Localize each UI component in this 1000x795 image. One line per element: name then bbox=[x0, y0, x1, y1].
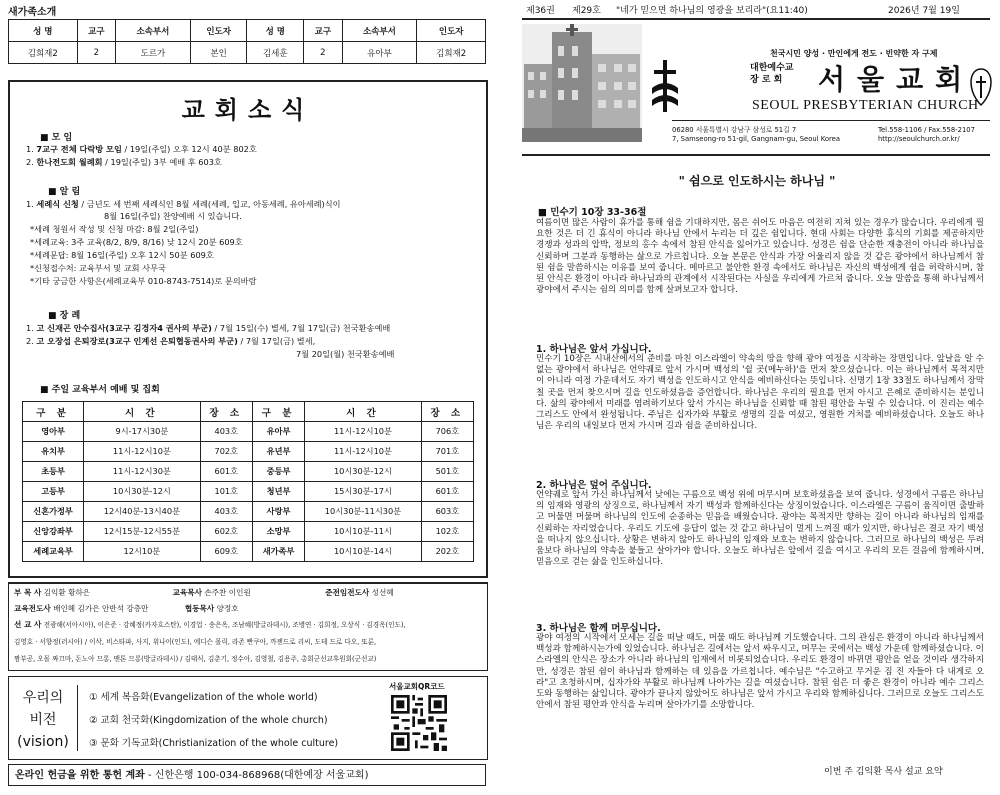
edu-cell: 10시10분-14시 bbox=[305, 542, 422, 562]
missionary-line: 김영호 · 서향정(러시아) / 이삭, 비스타파, 사지, 위나이(인도), 에디슨 몰릭, 라존 빤쿠아, 까젠드로 리씨, 도테 드로 다오, 또룬, bbox=[14, 638, 377, 646]
edu-dept-cell: 고등부 bbox=[23, 482, 84, 502]
sermon-scripture: ■ 민수기 10장 33-36절 bbox=[538, 207, 647, 218]
newcomer-header: 인도자 bbox=[417, 20, 486, 42]
baptism-notice: 1. 세례식 신청 / 금년도 세 번째 세례식인 8월 세례(세례, 입교, 아동세례, 유아세례)식이 bbox=[26, 199, 341, 209]
sermon-point: 1. 하나님은 앞서 가십니다. bbox=[536, 344, 652, 355]
missionary-line: 짬부공, 오몰 짜끄마, 돈노아 므롱, 맨톤 므롱(방글라데시) / 김태식, 김춘기, 정수아, 김영철, 김용주, 총회군선교후원회(군선교) bbox=[14, 655, 377, 663]
edu-dept-cell: 세례교육부 bbox=[23, 542, 84, 562]
missionary-line: 선 교 사 전광해(서아시아), 이은준 · 강혜정(카자흐스탄), 이경업 · 송은옥, 조남혜(방글라데시), 조병연 · 김희정, 오상식 · 김경옥(인도), bbox=[14, 620, 406, 629]
newcomer-row bbox=[9, 42, 486, 64]
denomination: 대한예수교 장 로 회 bbox=[750, 63, 794, 85]
church-header bbox=[522, 18, 990, 156]
baptism-detail: *세례문답: 8월 16일(주일) 오후 12시 50분 609호 bbox=[30, 250, 214, 260]
newcomer-title: 새가족소개 bbox=[8, 7, 57, 18]
newcomer-header: 성 명 bbox=[9, 20, 78, 42]
edu-dept-cell: 유아부 bbox=[252, 422, 304, 442]
edu-cell: 12시15분-12시55분 bbox=[84, 522, 201, 542]
church-website-link[interactable]: http://seoulchurch.or.kr/ bbox=[878, 135, 960, 143]
edu-dept-cell: 소망부 bbox=[252, 522, 304, 542]
edu-dept-cell: 초등부 bbox=[23, 462, 84, 482]
edu-header: 시 간 bbox=[84, 402, 201, 422]
newcomer-table bbox=[8, 19, 486, 64]
baptism-detail: *세례 청원서 작성 및 신청 마감: 8월 2일(주일) bbox=[30, 224, 199, 234]
edu-heading: ■ 주일 교육부서 예배 및 집회 bbox=[40, 385, 160, 395]
volume: 제36권 bbox=[526, 6, 555, 16]
sermon-point: 3. 하나님은 함께 머무십니다. bbox=[536, 623, 661, 634]
header-divider bbox=[672, 120, 990, 121]
sermon-sign-off: 이번 주 김익환 목사 설교 요약 bbox=[824, 767, 943, 777]
edu-header: 장 소 bbox=[421, 402, 473, 422]
staff-line: 부 목 사 김익환 황하은 교육목사 손주찬 이인원 준전임전도사 성선혜 bbox=[14, 588, 394, 597]
church-building-image bbox=[522, 24, 642, 142]
edu-dept-cell: 사랑부 bbox=[252, 502, 304, 522]
vision-divider bbox=[77, 685, 78, 751]
edu-row bbox=[23, 522, 474, 542]
edu-cell: 10시30분-11시30분 bbox=[305, 502, 422, 522]
edu-cell: 11시-12시30분 bbox=[84, 462, 201, 482]
left-column bbox=[0, 0, 496, 795]
edu-cell: 12시40분-13시40분 bbox=[84, 502, 201, 522]
edu-row bbox=[23, 542, 474, 562]
edu-row bbox=[23, 482, 474, 502]
funeral-item-cont: 7월 20일(월) 천국환송예배 bbox=[296, 349, 395, 359]
sermon-title: " 쉼으로 인도하시는 하나님 " bbox=[678, 174, 836, 188]
sermon-point: 2. 하나님은 덮어 주십니다. bbox=[536, 480, 652, 491]
edu-row bbox=[23, 462, 474, 482]
sermon-paragraph: 광야 여정의 시작에서 모세는 길을 떠날 때도, 머물 때도 하나님께 기도했습니다. 그의 관심은 환경이 아니라 하나님께서 백성과 함께하시는가에 있었습니다. 하나님은 길에서는 앞서 싸우시고, 머무는 곳에서는 백성 가운데 함께하셨습니다. 이스라엘의 안식은 장소가 아니라 하나님의 임재에서 비롯되었습니다. 우리도 환경이 바뀌면 평안을 얻을 것이라 생각하지만, 성경은 참된 쉼이 하나님과 함께하는 데 있음을 가르칩니다. 예수님은 "수고하고 무거운 짐 진 자들아 다 내게로 오라"고 초청하시며, 십자가와 부활로 하나님께 나아가는 길을 여셨습니다. 참된 쉼은 더 좋은 환경이 아니라 예수 그리스도와 동행하는 삶입니다. 광야가 끝나지 않았어도 하나님은 앞서 가시고 우리와 함께하십니다. 그러므로 오늘도 그리스도 안에서 참된 평안과 안식을 누리며 살아가기를 소망합니다. bbox=[536, 633, 984, 711]
edu-dept-cell: 유치부 bbox=[23, 442, 84, 462]
newcomer-cell: 유아부 bbox=[342, 42, 417, 64]
newcomer-header-row bbox=[9, 20, 486, 42]
issue: 제29호 bbox=[572, 6, 601, 16]
edu-cell: 12시10분 bbox=[84, 542, 201, 562]
edu-schedule-table bbox=[22, 401, 474, 562]
online-offering-account: 온라인 헌금을 위한 통헌 계좌 - 신한은행 100-034-868968(대한예장 서울교회) bbox=[8, 764, 486, 786]
newcomer-header: 소속부서 bbox=[116, 20, 191, 42]
edu-table-body bbox=[23, 422, 474, 562]
newcomer-cell: 2 bbox=[77, 42, 116, 64]
vision-item: ③ 문화 기독교화(Christianization of the whole culture) bbox=[89, 738, 339, 749]
sermon-paragraph: 민수기 10장은 시내산에서의 준비를 마친 이스라엘이 약속의 땅을 향해 광야 여정을 시작하는 장면입니다. 앞날을 알 수 없는 광야에서 하나님은 언약궤로 앞서 가시며 백성의 '쉴 곳(메누하)'을 먼저 찾으셨습니다. 이는 하나님께서 목적지만이 아니라 여정 가운데서도 자기 백성을 인도하시고 안식을 예비하신다는 뜻입니다. 신명기 1장 33절도 하나님께서 장막 칠 곳을 먼저 찾으시며 길을 인도하셨음을 증언합니다. 하나님은 우리의 필요를 먼저 아시고 은혜로 준비하시는 분입니다. 삶의 광야에서 미래를 염려하기보다 앞서 가시는 하나님을 신뢰할 때 참된 평안을 누릴 수 있습니다. 이 진리는 예수 그리스도 안에서 완성됩니다. 주님은 십자가와 부활로 생명의 길을 여셨고, 영원한 거처를 예비하셨습니다. 오늘도 하나님은 우리의 내일보다 먼저 가시며 길과 쉼을 준비하십니다. bbox=[536, 354, 984, 432]
newcomer-header: 소속부서 bbox=[342, 20, 417, 42]
baptism-detail: *세례교육: 3주 교육(8/2, 8/9, 8/16) 낮 12시 20분 609호 bbox=[30, 237, 243, 247]
theme-verse: "네가 믿으면 하나님의 영광을 보리라"(요11:40) bbox=[616, 6, 808, 16]
meeting-item: 2. 한나전도회 월례회 / 19일(주일) 3부 예배 후 603호 bbox=[26, 157, 222, 167]
edu-cell: 403호 bbox=[200, 502, 252, 522]
baptism-detail: *신청접수처: 교육부서 및 교회 사무국 bbox=[30, 263, 166, 273]
edu-cell: 603호 bbox=[421, 502, 473, 522]
edu-cell: 706호 bbox=[421, 422, 473, 442]
notice-heading: ■ 알 림 bbox=[48, 187, 81, 197]
bulletin-date: 2026년 7월 19일 bbox=[888, 6, 960, 16]
edu-cell: 701호 bbox=[421, 442, 473, 462]
edu-dept-cell: 유년부 bbox=[252, 442, 304, 462]
church-news-title: 교회소식 bbox=[181, 96, 315, 124]
edu-cell: 101호 bbox=[200, 482, 252, 502]
newcomer-cell: 김희재2 bbox=[417, 42, 486, 64]
edu-cell: 10시30분-12시 bbox=[305, 462, 422, 482]
sermon-intro: 여름이면 많은 사람이 휴가를 통해 쉼을 기대하지만, 몸은 쉬어도 마음은 여전히 지쳐 있는 경우가 많습니다. 우리에게 필요한 것은 더 긴 휴식이 아니라 하나님 안에서 누리는 더 깊은 쉼입니다. 현대 사회는 다양한 휴식의 기회를 제공하지만 경쟁과 성과의 압박, 정보의 홍수 속에서 참된 안식을 잃어가고 있습니다. 성경은 쉼을 단순한 재충전이 아니라 하나님을 신뢰하며 그분과 동행하는 삶으로 가르칩니다. 오늘 본문은 안식과 가장 어울리지 않을 것 같은 광야에서 하나님께서 참된 쉼을 말씀하시는 이유를 보여 줍니다. 메마르고 불안한 환경 속에서도 하나님은 자신의 백성에게 쉼을 허락하시며, 참된 안식은 환경이 아니라 하나님과의 관계에서 시작된다는 사실을 우리에게 가르쳐 줍니다. 오늘 말씀을 통해 하나님께서 광야에서 주시는 쉼의 의미를 함께 살펴보고자 합니다. bbox=[536, 218, 984, 296]
edu-row bbox=[23, 502, 474, 522]
edu-cell: 602호 bbox=[200, 522, 252, 542]
newcomer-header: 인도자 bbox=[190, 20, 247, 42]
staff-line: 교육전도사 배인혜 김가은 안반석 강층만 협동목사 양정호 bbox=[14, 604, 239, 613]
edu-header: 구 분 bbox=[23, 402, 84, 422]
edu-row bbox=[23, 422, 474, 442]
newcomer-cell: 본인 bbox=[190, 42, 247, 64]
church-contact: Tel.558-1106 / Fax.558-2107 http://seoulchurch.or.kr/ bbox=[878, 126, 975, 143]
vision-box bbox=[8, 676, 488, 760]
vision-item: ② 교회 천국화(Kingdomization of the whole church) bbox=[89, 715, 328, 726]
right-column bbox=[514, 0, 1000, 795]
qr-code-icon[interactable] bbox=[391, 695, 447, 751]
edu-cell: 601호 bbox=[421, 482, 473, 502]
church-news-box bbox=[8, 80, 488, 578]
baptism-notice-cont: 8월 16일(주일) 찬양예배 시 있습니다. bbox=[104, 211, 242, 221]
church-logo-icon bbox=[650, 60, 680, 112]
meeting-item: 1. 7교구 전체 다락방 모임 / 19일(주일) 오후 12시 40분 802호 bbox=[26, 144, 257, 154]
newcomer-header: 교구 bbox=[304, 20, 343, 42]
edu-dept-cell: 청년부 bbox=[252, 482, 304, 502]
edu-cell: 501호 bbox=[421, 462, 473, 482]
edu-cell: 11시-12시10분 bbox=[305, 422, 422, 442]
edu-header: 구 분 bbox=[252, 402, 304, 422]
edu-cell: 702호 bbox=[200, 442, 252, 462]
baptism-detail: *기타 궁금한 사항은(세례교육부 010-8743-7514)로 문의바람 bbox=[30, 276, 257, 286]
newcomer-header: 교구 bbox=[77, 20, 116, 42]
edu-header: 시 간 bbox=[305, 402, 422, 422]
newcomer-cell: 김희재2 bbox=[9, 42, 78, 64]
edu-row bbox=[23, 442, 474, 462]
newcomer-cell: 김세훈 bbox=[247, 42, 304, 64]
newcomer-cell: 2 bbox=[304, 42, 343, 64]
funeral-heading: ■ 장 례 bbox=[48, 311, 81, 321]
edu-dept-cell: 새가족부 bbox=[252, 542, 304, 562]
newcomer-cell: 도르가 bbox=[116, 42, 191, 64]
edu-dept-cell: 신앙강좌부 bbox=[23, 522, 84, 542]
edu-dept-cell: 영아부 bbox=[23, 422, 84, 442]
edu-header-row bbox=[23, 402, 474, 422]
sermon-paragraph: 언약궤로 앞서 가신 하나님께서 낮에는 구름으로 백성 위에 머무시며 보호하셨음을 보여 줍니다. 성경에서 구름은 하나님의 임재와 영광의 상징으로, 하나님께서 자기 백성과 함께하신다는 상징이었습니다. 이스라엘은 구름이 움직이면 출발하고 머물면 머물며 하나님의 인도에 순종하는 믿음을 배웠습니다. 광야는 목적지만 향하는 길이 아니라 하나님의 임재를 신뢰하는 자리였습니다. 우리도 기도에 응답이 없는 것 같고 하나님이 멀게 느껴질 때가 있지만, 하나님은 결코 자기 백성을 떠나지 않으십니다. 상황은 변하지 않아도 하나님의 임재와 보호는 변하지 않습니다. 그러므로 하나님의 백성은 두려움보다 하나님의 약속을 붙들고 살아가야 합니다. 오늘도 하나님은 앞에서 길을 여시고 우리의 모든 걸음에 함께하시며, 믿음으로 걷는 삶을 인도하십니다. bbox=[536, 490, 984, 568]
church-name: 서울교회 bbox=[818, 63, 975, 96]
edu-cell: 15시30분-17시 bbox=[305, 482, 422, 502]
edu-cell: 9시-17시30분 bbox=[84, 422, 201, 442]
edu-cell: 10시10분-11시 bbox=[305, 522, 422, 542]
funeral-item: 1. 고 신재곤 안수집사(3교구 김경자4 권사의 부군) / 7월 15일(수) 별세, 7월 17일(금) 천국환송예배 bbox=[26, 323, 391, 333]
qr-label: 서울교회QR코드 bbox=[389, 682, 445, 691]
edu-cell: 102호 bbox=[421, 522, 473, 542]
edu-cell: 10시30분-12시 bbox=[84, 482, 201, 502]
church-name-english: SEOUL PRESBYTERIAN CHURCH bbox=[752, 98, 979, 113]
edu-cell: 609호 bbox=[200, 542, 252, 562]
vision-label: 우리의 비전 (vision) bbox=[17, 690, 69, 750]
edu-cell: 11시-12시10분 bbox=[84, 442, 201, 462]
church-address: 06280 서울특별시 강남구 삼성로 51길 7 7, Samseong-ro 51-gil, Gangnam-gu, Seoul Korea bbox=[672, 126, 841, 143]
edu-header: 장 소 bbox=[200, 402, 252, 422]
meeting-heading: ■ 모 임 bbox=[40, 133, 73, 143]
edu-cell: 11시-12시10분 bbox=[305, 442, 422, 462]
newcomer-header: 성 명 bbox=[247, 20, 304, 42]
staff-box bbox=[8, 582, 488, 671]
church-slogan: 천국시민 양성 · 만인에게 전도 · 빈약한 자 구제 bbox=[770, 49, 938, 58]
edu-dept-cell: 신혼가정부 bbox=[23, 502, 84, 522]
edu-cell: 202호 bbox=[421, 542, 473, 562]
edu-cell: 601호 bbox=[200, 462, 252, 482]
funeral-item: 2. 고 오장섭 은퇴장로(3교구 인계선 은퇴협동권사의 부군) / 7월 17일(금) 별세, bbox=[26, 336, 316, 346]
edu-dept-cell: 중등부 bbox=[252, 462, 304, 482]
vision-item: ① 세계 복음화(Evangelization of the whole world) bbox=[89, 692, 318, 703]
edu-cell: 403호 bbox=[200, 422, 252, 442]
